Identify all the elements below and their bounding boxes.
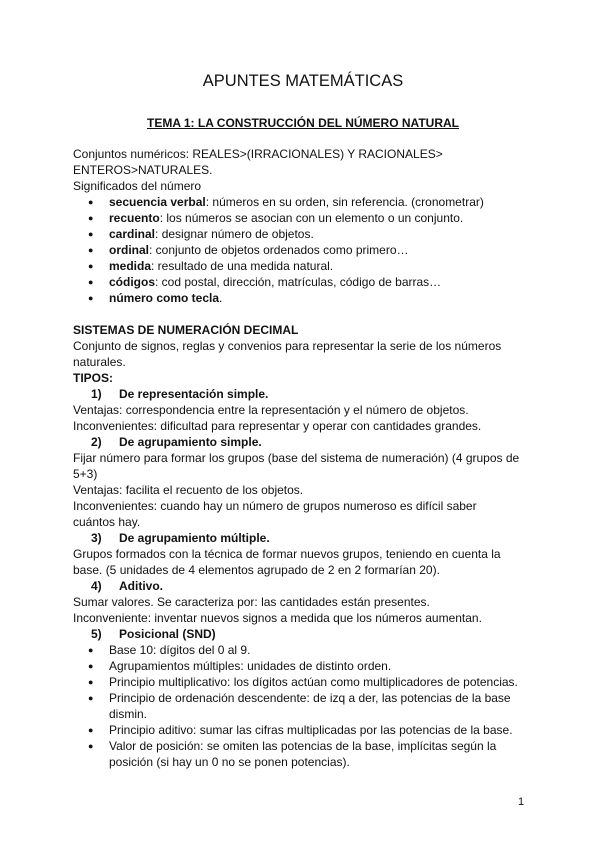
- list-item: ● Principio multiplicativo: los dígitos actúan como multiplicadores de potencias.: [73, 674, 533, 690]
- type-line: Fijar número para formar los grupos (base del sistema de numeración) (4 grupos de: [73, 451, 520, 465]
- type-line: base. (5 unidades de 4 elementos agrupado de 2 en 2 formarían 20).: [73, 563, 440, 577]
- type-heading: 5) Posicional (SND): [91, 627, 216, 641]
- list-item: [73, 226, 533, 242]
- type-heading: 2) De agrupamiento simple.: [91, 435, 262, 449]
- list-item: [73, 290, 533, 306]
- section-heading: SISTEMAS DE NUMERACIÓN DECIMAL: [73, 323, 299, 337]
- meaning-desc: : cod postal, dirección, matrículas, código de barras…: [155, 275, 442, 289]
- type-line: Ventajas: correspondencia entre la representación y el número de objetos.: [73, 403, 469, 417]
- type-line: Inconvenientes: cuando hay un número de grupos numeroso es difícil saber: [73, 499, 477, 513]
- list-item: [73, 210, 533, 226]
- document-subtitle: TEMA 1: LA CONSTRUCCIÓN DEL NÚMERO NATURAL: [147, 116, 459, 130]
- meaning-desc: : los números se asocian con un elemento o un conjunto.: [159, 211, 464, 225]
- intro-line: Conjuntos numéricos: REALES>(IRRACIONALES) Y RACIONALES>: [73, 147, 443, 161]
- list-item: [73, 258, 533, 274]
- meaning-term: cardinal: [109, 227, 156, 241]
- list-item-continuation: dismin.: [109, 707, 148, 721]
- meaning-term: número como tecla: [109, 291, 220, 305]
- meaning-desc: .: [219, 291, 223, 305]
- positional-list: [73, 642, 533, 706]
- list-item: ● Agrupamientos múltiples: unidades de distinto orden.: [73, 658, 533, 674]
- type-line: 5+3): [73, 467, 98, 481]
- meaning-desc: : conjunto de objetos ordenados como primero…: [149, 243, 409, 257]
- list-item: ● Base 10: dígitos del 0 al 9.: [73, 642, 533, 658]
- types-label: TIPOS:: [73, 371, 114, 385]
- list-item: ● Principio aditivo: sumar las cifras multiplicadas por las potencias de la base.: [73, 722, 533, 738]
- type-line: cuántos hay.: [73, 515, 141, 529]
- type-heading: 1) De representación simple.: [91, 387, 269, 401]
- section-desc: naturales.: [73, 355, 126, 369]
- type-line: Ventajas: facilita el recuento de los objetos.: [73, 483, 304, 497]
- list-item: ● Valor de posición: se omiten las potencias de la base, implícitas según la: [73, 738, 533, 754]
- document-title: APUNTES MATEMÁTICAS: [202, 72, 404, 90]
- type-heading: 3) De agrupamiento múltiple.: [91, 531, 270, 545]
- page-number: 1: [518, 796, 525, 808]
- meaning-desc: : resultado de una medida natural.: [151, 259, 334, 273]
- intro-block: [73, 146, 533, 306]
- positional-list: [73, 722, 533, 754]
- type-line: Inconvenientes: dificultad para representar y operar con cantidades grandes.: [73, 419, 482, 433]
- list-item: [73, 274, 533, 290]
- meaning-term: secuencia verbal: [109, 195, 206, 209]
- list-item-continuation: posición (si hay un 0 no se ponen potencias).: [109, 755, 350, 769]
- list-item: [73, 194, 533, 210]
- meaning-term: medida: [109, 259, 152, 273]
- meaning-desc: : designar número de objetos.: [155, 227, 314, 241]
- meaning-desc: : números en su orden, sin referencia. (cronometrar): [205, 195, 484, 209]
- type-line: Grupos formados con la técnica de formar nuevos grupos, teniendo en cuenta la: [73, 547, 501, 561]
- section-desc: Conjunto de signos, reglas y convenios para representar la serie de los números: [73, 339, 502, 353]
- meanings-list: [73, 194, 533, 306]
- meaning-term: códigos: [109, 275, 156, 289]
- type-line: Sumar valores. Se caracteriza por: las cantidades están presentes.: [73, 595, 430, 609]
- type-line: Inconveniente: inventar nuevos signos a medida que los números aumentan.: [73, 611, 482, 625]
- list-item: [73, 242, 533, 258]
- list-item: ● Principio de ordenación descendente: de izq a der, las potencias de la base: [73, 690, 533, 706]
- meaning-term: ordinal: [109, 243, 150, 257]
- meaning-term: recuento: [109, 211, 160, 225]
- intro-line: ENTEROS>NATURALES.: [73, 163, 213, 177]
- intro-line: Significados del número: [73, 179, 202, 193]
- type-heading: 4) Aditivo.: [91, 579, 163, 593]
- section-block: [73, 322, 533, 770]
